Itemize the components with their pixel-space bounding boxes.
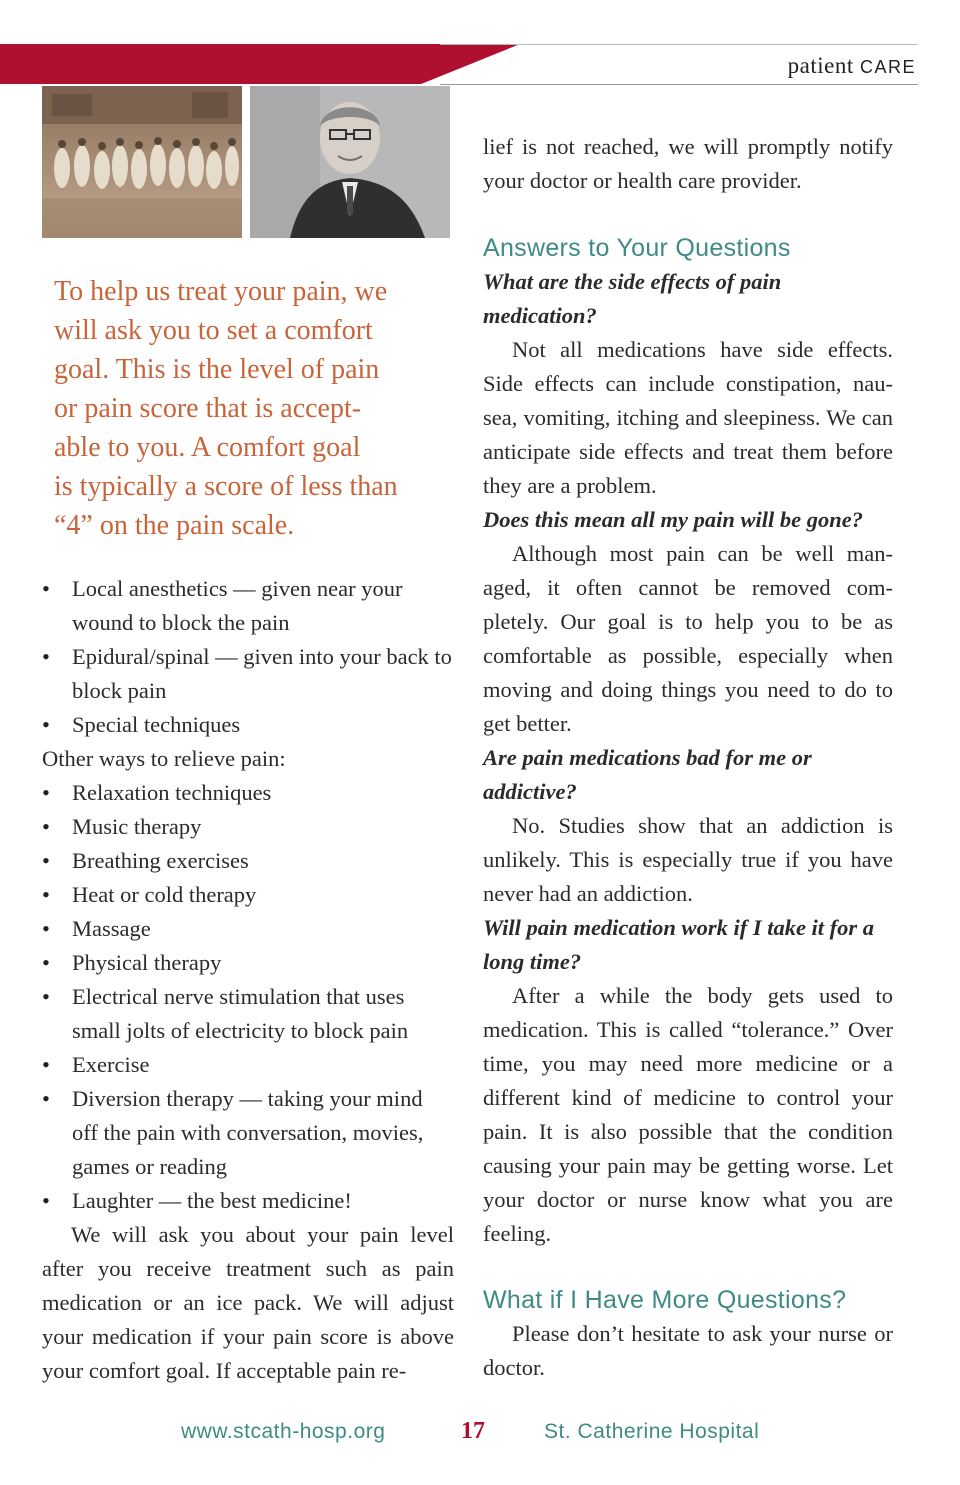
callout-line: “4” on the pain scale.: [54, 510, 295, 541]
other-ways-list: [42, 776, 454, 1218]
list-item: • Music therapy: [42, 810, 454, 844]
list-item: • Massage: [42, 912, 454, 946]
page-footer: [0, 1416, 960, 1450]
final-paragraph: Please don’t hesitate to ask your nurse or doctor.: [483, 1321, 893, 1380]
callout-line: To help us treat your pain, we: [54, 276, 388, 307]
list-item: • Laughter — the best medicine!: [42, 1184, 454, 1218]
closing-paragraph: We will ask you about your pain level after you receive treatment such as pain medication or an ice pack. We will adjust your medication if your pain score is above your comfort goal. If acceptable pain re-: [42, 1222, 454, 1383]
callout-line: goal. This is the level of pain: [54, 354, 380, 385]
list-item: • Diversion therapy — taking your mind off the pain with conversation, movies, games or reading: [42, 1082, 454, 1184]
question: Will pain medication work if I take it for a long time?: [483, 915, 875, 974]
question: What are the side effects of pain medication?: [483, 269, 782, 328]
callout-line: able to you. A comfort goal: [54, 432, 361, 463]
callout-line: is typically a score of less than: [54, 471, 398, 502]
list-item: • Electrical nerve stimulation that uses small jolts of electricity to block pain: [42, 980, 454, 1048]
answer: No. Studies show that an addiction is unlikely. This is especially true if you have never had an addiction.: [483, 813, 893, 906]
header-banner: [0, 44, 520, 84]
section-label: [788, 53, 916, 79]
list-item: • Relaxation techniques: [42, 776, 454, 810]
list-item: • Local anesthetics — given near your wound to block the pain: [42, 572, 454, 640]
callout-line: will ask you to set a comfort: [54, 315, 373, 346]
answer: After a while the body gets used to medication. This is called “tolerance.” Over time, you may need more medicine or a different kind of medicine to control your pain. It is also possible that the condition causing your pain may be getting worse. Let your doctor or nurse know what you are feeling.: [483, 983, 893, 1246]
historic-doctor-portrait: [250, 86, 450, 238]
list-item: • Breathing exercises: [42, 844, 454, 878]
answer: Not all medications have side effects. Side effects can include constipation, nau-sea, vomiting, itching and sleepiness. We can anticipate side effects and treat them before they are a problem.: [483, 337, 893, 498]
callout-line: or pain score that is accept-: [54, 393, 362, 424]
footer-url[interactable]: www.stcath-hosp.org: [181, 1420, 386, 1443]
answers-heading: Answers to Your Questions: [483, 234, 791, 262]
comfort-goal-callout: [54, 272, 434, 545]
pain-treatment-list: [42, 572, 454, 742]
list-item: • Epidural/spinal — given into your back to block pain: [42, 640, 454, 708]
header-rule-top: [440, 44, 918, 45]
list-item: • Special techniques: [42, 708, 454, 742]
right-column: [483, 130, 893, 1385]
page-number: 17: [461, 1418, 485, 1444]
left-column: [42, 572, 454, 1388]
question: Does this mean all my pain will be gone?: [483, 507, 864, 532]
section-label-prefix: patient: [787, 53, 854, 78]
continuation-paragraph: lief is not reached, we will promptly notify your doctor or health care provider.: [483, 134, 893, 193]
question: Are pain medications bad for me or addictive?: [483, 745, 812, 804]
header-rule-bottom: [440, 84, 918, 85]
section-label-caps: CARE: [859, 57, 916, 77]
answer: Although most pain can be well man-aged, it often cannot be removed com-pletely. Our goal is to help you to be as comfortable as possible, especially when moving and doing things you need to do to get better.: [483, 541, 893, 736]
list-item: • Physical therapy: [42, 946, 454, 980]
more-questions-heading: What if I Have More Questions?: [483, 1286, 847, 1314]
historic-nurses-photo: [42, 86, 242, 238]
list-item: • Exercise: [42, 1048, 454, 1082]
other-ways-label: Other ways to relieve pain:: [42, 746, 286, 771]
list-item: • Heat or cold therapy: [42, 878, 454, 912]
footer-hospital-name: St. Catherine Hospital: [544, 1420, 760, 1443]
